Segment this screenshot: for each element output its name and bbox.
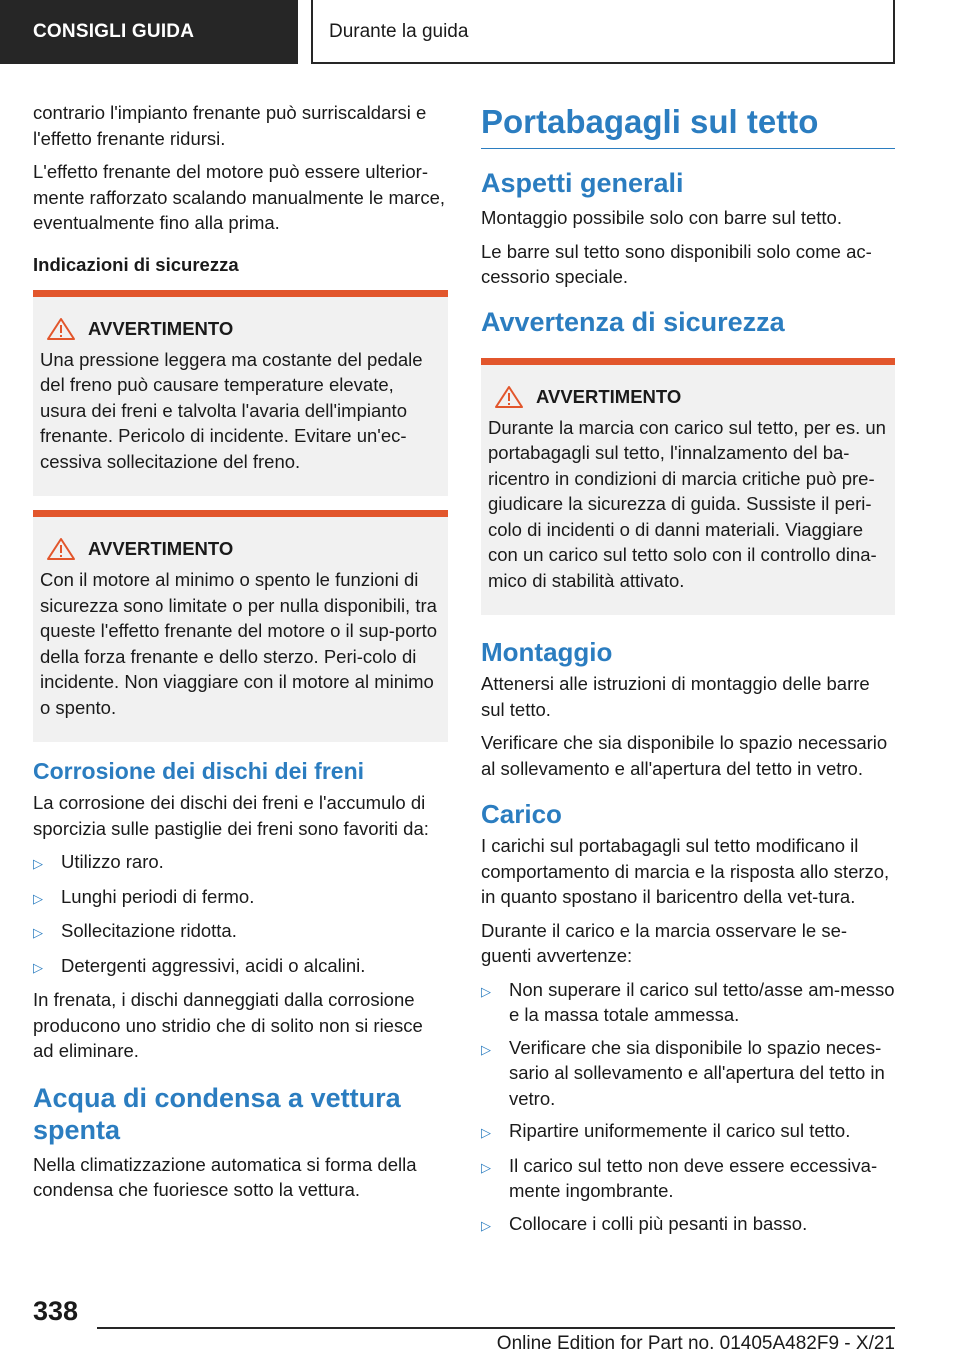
list-item: ▷ Sollecitazione ridotta. (33, 918, 448, 946)
list-item: ▷ Ripartire uniformemente il carico sul tetto. (481, 1118, 895, 1146)
footer-divider (97, 1327, 895, 1329)
triangle-bullet-icon: ▷ (33, 890, 43, 906)
triangle-bullet-icon: ▷ (481, 1159, 491, 1175)
list-item: ▷ Non superare il carico sul tetto/asse am-messo e la massa totale ammessa. (481, 977, 895, 1028)
warning-title (488, 385, 887, 409)
triangle-bullet-icon: ▷ (481, 1125, 491, 1140)
warning-text: Una pressione leggera ma costante del pedale del freno può causare temperature elevate, usura dei freni e talvolta l'avaria dell'impianto frenante. Pericolo di incidente. Evitare un'ec-cessiva sollecitazione del freno. (40, 348, 423, 472)
warning-text: Durante la marcia con carico sul tetto, per es. un portabagagli sul tetto, l'innalzamento del ba-ricentro in condizioni di marcia critiche può pre-giudicare la sicurezza di guida. Sussiste il peri-colo di incidenti o di danni materiali. Viaggiare con un carico sul tetto solo con il controllo dina-mico di stabilità attivato. (488, 416, 886, 591)
list-item: ▷ Detergenti aggressivi, acidi o alcalini. (33, 953, 448, 981)
triangle-bullet-icon: ▷ (481, 983, 491, 999)
triangle-bullet-icon: ▷ (33, 959, 43, 975)
safety-subheading: Indicazioni di sicurezza (33, 253, 239, 275)
mounting-paragraph: Verificare che sia disponibile lo spazio necessario al sollevamento e all'apertura del tetto in vetro. (481, 732, 888, 779)
warning-box (33, 510, 448, 742)
corrosion-list (33, 849, 448, 980)
triangle-bullet-icon: ▷ (33, 856, 43, 871)
mounting-paragraph: Attenersi alle istruzioni di montaggio delle barre sul tetto. (481, 673, 870, 720)
chapter-title: Durante la guida (311, 0, 895, 64)
page-header (0, 0, 960, 66)
load-list (481, 977, 895, 1239)
right-column (481, 100, 895, 1245)
intro-paragraph: contrario l'impianto frenante può surriscaldarsi e l'effetto frenante ridursi. (33, 102, 427, 149)
warning-title-text: AVVERTIMENTO (536, 385, 682, 407)
list-item: ▷ Lunghi periodi di fermo. (33, 884, 448, 912)
load-paragraph: I carichi sul portabagagli sul tetto modificano il comportamento di marcia e la risposta allo sterzo, in quanto spostano il baricentro della vet-tura. (481, 835, 890, 907)
list-item: ▷ Utilizzo raro. (33, 849, 448, 877)
general-paragraph: Montaggio possibile solo con barre sul tetto. (481, 207, 842, 228)
warning-title-text: AVVERTIMENTO (88, 538, 234, 559)
intro-paragraph: L'effetto frenante del motore può essere ulterior-mente rafforzato scalando manualmente le marce, eventualmente fino alla prima. (33, 161, 446, 233)
warning-triangle-icon (46, 537, 76, 561)
corrosion-text: La corrosione dei dischi dei freni e l'accumulo di sporcizia sulle pastiglie dei freni sono favoriti da: (33, 792, 429, 839)
warning-box (481, 358, 895, 616)
warning-box (33, 290, 448, 497)
general-paragraph: Le barre sul tetto sono disponibili solo come ac-cessorio speciale. (481, 240, 872, 287)
triangle-bullet-icon: ▷ (481, 1217, 491, 1233)
mounting-heading: Montaggio (481, 637, 613, 667)
warning-title-text: AVVERTIMENTO (88, 317, 234, 339)
page-number: 338 (33, 1296, 79, 1326)
condensation-text: Nella climatizzazione automatica si forma della condensa che fuoriesce sotto la vettura. (33, 1153, 417, 1200)
list-item: ▷ Verificare che sia disponibile lo spazio neces-sario al sollevamento e all'apertura del tetto in vetro. (481, 1035, 895, 1112)
condensation-heading: Acqua di condensa a vettura spenta (33, 1082, 401, 1145)
warning-triangle-icon (494, 385, 524, 409)
warning-triangle-icon (46, 317, 76, 341)
section-title: Portabagagli sul tetto (481, 102, 895, 149)
warning-text: Con il motore al minimo o spento le funzioni di sicurezza sono limitate o per nulla disponibili, tra queste l'effetto frenante del motore o il sup-porto della forza frenante e dello sterzo. Peri-colo di incidente. Non viaggiare con il motore al minimo o spento. (40, 569, 438, 718)
section-tab: CONSIGLI GUIDA (0, 0, 298, 64)
load-paragraph: Durante il carico e la marcia osservare le se-guenti avvertenze: (481, 919, 848, 966)
load-heading: Carico (481, 799, 562, 829)
corrosion-after-text: In frenata, i dischi danneggiati dalla corrosione producono uno stridio che di solito non si riesce ad eliminare. (33, 989, 423, 1061)
corrosion-heading: Corrosione dei dischi dei freni (33, 758, 365, 784)
list-item: ▷ Il carico sul tetto non deve essere eccessiva-mente ingombrante. (481, 1153, 895, 1204)
warning-title (40, 537, 440, 561)
left-column (33, 100, 448, 1211)
warning-title (40, 317, 440, 341)
list-item: ▷ Collocare i colli più pesanti in basso. (481, 1211, 895, 1239)
triangle-bullet-icon: ▷ (33, 925, 43, 940)
general-heading: Aspetti generali (481, 168, 684, 198)
safety-heading: Avvertenza di sicurezza (481, 306, 785, 337)
footer-edition: Online Edition for Part no. 01405A482F9 - X/21 (496, 1333, 895, 1354)
triangle-bullet-icon: ▷ (481, 1041, 491, 1057)
